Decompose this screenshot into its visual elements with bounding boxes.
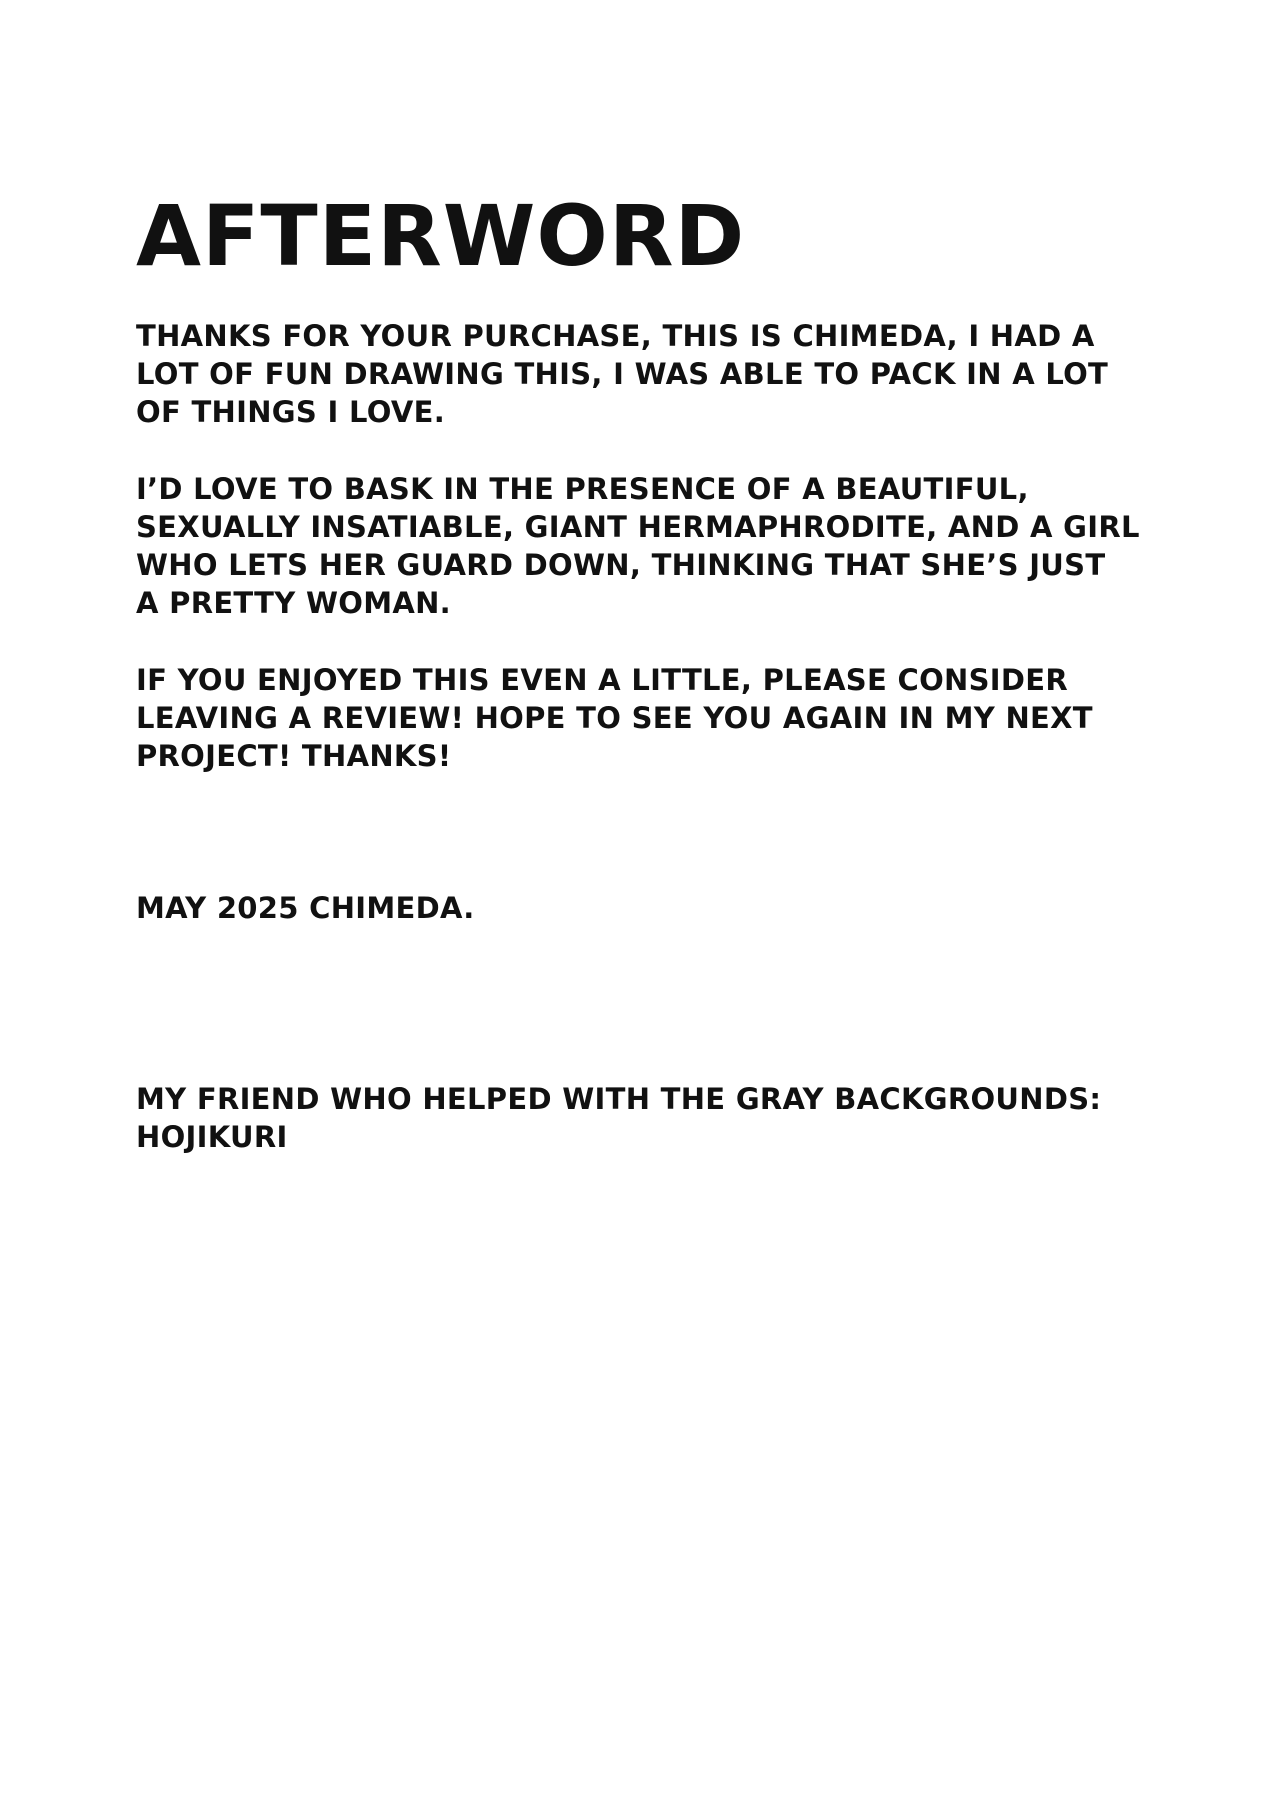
review-request-paragraph <box>136 661 1093 775</box>
text-line: SEXUALLY INSATIABLE, GIANT HERMAPHRODITE, AND A GIRL <box>136 510 1140 544</box>
author-wish-paragraph <box>136 470 1140 622</box>
text-line: MY FRIEND WHO HELPED WITH THE GRAY BACKGROUNDS: <box>136 1082 1102 1116</box>
text-line: LEAVING A REVIEW! HOPE TO SEE YOU AGAIN IN MY NEXT <box>136 701 1093 735</box>
text-line: WHO LETS HER GUARD DOWN, THINKING THAT SHE’S JUST <box>136 548 1106 582</box>
text-line: HOJIKURI <box>136 1120 288 1154</box>
credits-paragraph <box>136 1080 1101 1156</box>
text-line: A PRETTY WOMAN. <box>136 586 451 620</box>
page-title: AFTERWORD <box>136 187 746 285</box>
text-line: MAY 2025 CHIMEDA. <box>136 891 475 925</box>
text-line: I’D LOVE TO BASK IN THE PRESENCE OF A BEAUTIFUL, <box>136 472 1029 506</box>
text-line: LOT OF FUN DRAWING THIS, I WAS ABLE TO PACK IN A LOT <box>136 357 1109 391</box>
text-line: THANKS FOR YOUR PURCHASE, THIS IS CHIMEDA, I HAD A <box>136 319 1095 353</box>
signature-line <box>136 889 475 927</box>
text-line: OF THINGS I LOVE. <box>136 395 446 429</box>
thanks-paragraph <box>136 317 1108 431</box>
text-line: PROJECT! THANKS! <box>136 739 452 773</box>
text-line: IF YOU ENJOYED THIS EVEN A LITTLE, PLEASE CONSIDER <box>136 663 1068 697</box>
